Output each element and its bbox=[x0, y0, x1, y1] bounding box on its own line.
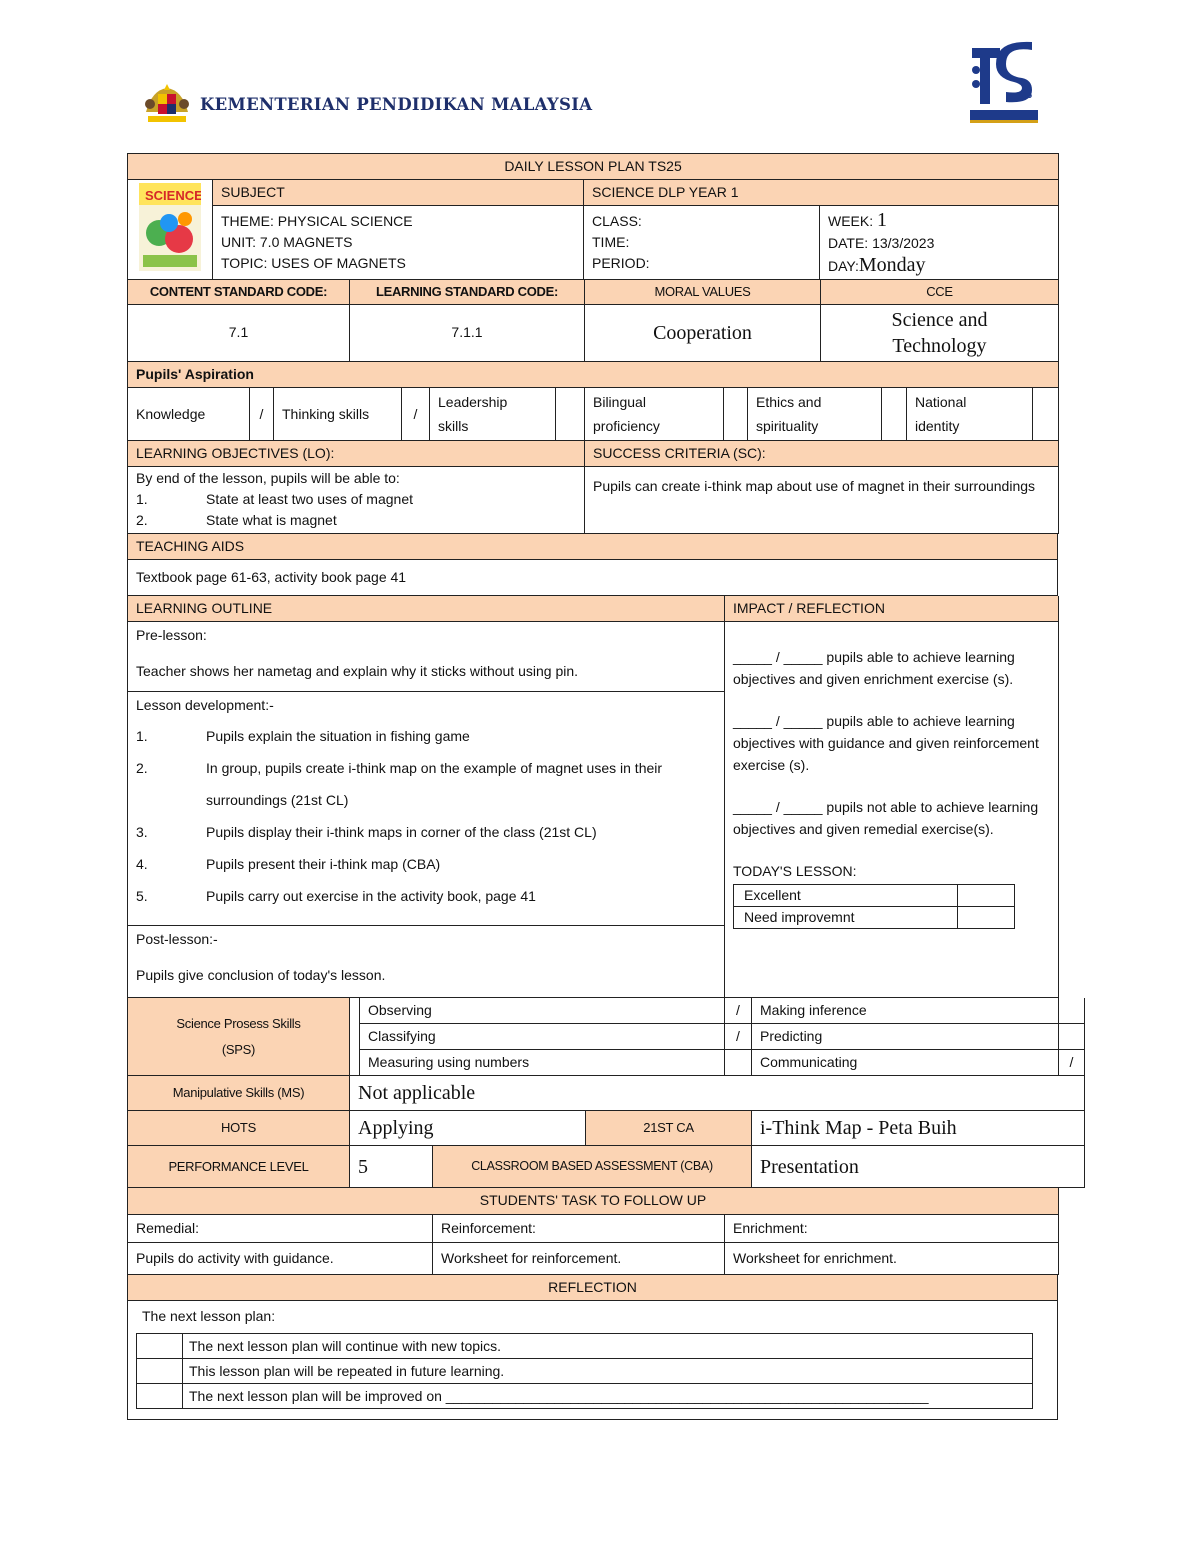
aspiration-bilingual-2: proficiency bbox=[593, 418, 660, 434]
observing-mark: / bbox=[725, 998, 752, 1024]
content-standard-label: CONTENT STANDARD CODE: bbox=[128, 280, 350, 304]
reflection-table bbox=[127, 1275, 1058, 1420]
next-lesson-options bbox=[136, 1333, 1033, 1409]
aspiration-ethics-2: spirituality bbox=[756, 418, 819, 434]
sc-label: SUCCESS CRITERIA (SC): bbox=[585, 441, 1059, 467]
unit: UNIT: 7.0 MAGNETS bbox=[221, 234, 353, 250]
cce-label: CCE bbox=[821, 280, 1059, 304]
subject-value: SCIENCE DLP YEAR 1 bbox=[584, 180, 1059, 206]
aspiration-table bbox=[127, 362, 1059, 442]
ts25-logo-icon bbox=[966, 40, 1042, 126]
communicating-mark: / bbox=[1059, 1050, 1085, 1076]
skills-table bbox=[127, 998, 1085, 1188]
svg-text:25: 25 bbox=[1022, 90, 1033, 100]
aids-table bbox=[127, 534, 1058, 596]
sps-observing: Observing bbox=[360, 998, 725, 1024]
predicting-mark bbox=[1059, 1024, 1085, 1050]
ms-label: Manipulative Skills (MS) bbox=[128, 1076, 350, 1111]
science-book-icon bbox=[139, 183, 201, 271]
remedial-text: Pupils do activity with guidance. bbox=[128, 1242, 433, 1274]
moral-value: Cooperation bbox=[585, 304, 821, 361]
period-label: PERIOD: bbox=[592, 255, 650, 271]
lo-intro: By end of the lesson, pupils will be able to: bbox=[136, 470, 400, 486]
sps-communicating: Communicating bbox=[752, 1050, 1059, 1076]
aspiration-leadership-1: Leadership bbox=[438, 394, 508, 410]
date-value: 13/3/2023 bbox=[872, 234, 935, 251]
sps-label-2: (SPS) bbox=[221, 1041, 256, 1057]
sc-text: Pupils can create i-think map about use of magnet in their surroundings bbox=[585, 467, 1059, 534]
table-row bbox=[137, 1383, 1033, 1408]
topic: TOPIC: USES OF MAGNETS bbox=[221, 255, 406, 271]
subject-label: SUBJECT bbox=[213, 180, 584, 206]
enrichment-text: Worksheet for enrichment. bbox=[725, 1242, 1059, 1274]
enrichment-label: Enrichment: bbox=[725, 1214, 1059, 1242]
cba-value: Presentation bbox=[752, 1146, 1085, 1188]
week-value: 1 bbox=[877, 208, 888, 231]
pre-lesson-text: Teacher shows her nametag and explain why it sticks without using pin. bbox=[136, 663, 579, 679]
impact-remedial: _____ / _____ pupils not able to achieve learning objectives and given remedial exercise(s). bbox=[733, 799, 1039, 837]
sps-inference: Making inference bbox=[752, 998, 1059, 1024]
cce-value-line2: Technology bbox=[892, 334, 987, 357]
knowledge-mark: / bbox=[250, 388, 274, 441]
lesson-development-label: Lesson development:- bbox=[136, 697, 274, 713]
aspiration-title: Pupils' Aspiration bbox=[128, 362, 1059, 388]
table-row bbox=[137, 1333, 1033, 1358]
content-standard-value: 7.1 bbox=[128, 304, 350, 361]
ms-value: Not applicable bbox=[350, 1076, 1085, 1111]
lo-item: 2. State what is magnet bbox=[136, 512, 337, 528]
list-item: 2. In group, pupils create i-think map on the example of magnet uses in their bbox=[136, 760, 663, 776]
cba-label: CLASSROOM BASED ASSESSMENT (CBA) bbox=[433, 1146, 752, 1188]
aspiration-knowledge: Knowledge bbox=[128, 388, 250, 441]
list-item: 5. Pupils carry out exercise in the activity book, page 41 bbox=[136, 888, 536, 904]
impact-reinforcement: _____ / _____ pupils able to achieve learning objectives with guidance and given reinforcement exercise (s). bbox=[733, 713, 1039, 773]
sps-measuring: Measuring using numbers bbox=[360, 1050, 725, 1076]
performance-level-label: PERFORMANCE LEVEL bbox=[128, 1146, 350, 1188]
aspiration-thinking: Thinking skills bbox=[274, 388, 402, 441]
option-improve: The next lesson plan will be improved on ______________________________________________________________ bbox=[183, 1383, 1033, 1408]
hots-value: Applying bbox=[350, 1111, 586, 1146]
aids-label: TEACHING AIDS bbox=[128, 534, 1058, 560]
outline-table bbox=[127, 596, 1059, 998]
lo-list bbox=[136, 489, 576, 531]
list-item: 4. Pupils present their i-think map (CBA) bbox=[136, 856, 441, 872]
ca-label: 21ST CA bbox=[586, 1111, 752, 1146]
option-repeat: This lesson plan will be repeated in future learning. bbox=[183, 1358, 1033, 1383]
leadership-mark bbox=[556, 388, 585, 441]
post-lesson-text: Pupils give conclusion of today's lesson. bbox=[136, 967, 386, 983]
rating-need-improvement: Need improvemnt bbox=[734, 907, 958, 929]
hots-label: HOTS bbox=[128, 1111, 350, 1146]
post-lesson-label: Post-lesson:- bbox=[136, 931, 218, 947]
followup-title: STUDENTS' TASK TO FOLLOW UP bbox=[128, 1188, 1059, 1214]
sps-predicting: Predicting bbox=[752, 1024, 1059, 1050]
impact-enrichment: _____ / _____ pupils able to achieve learning objectives and given enrichment exercise (s). bbox=[733, 649, 1015, 687]
performance-level-value: 5 bbox=[350, 1146, 433, 1188]
aids-text: Textbook page 61-63, activity book page 41 bbox=[128, 560, 1058, 596]
rating-excellent-box[interactable] bbox=[958, 885, 1015, 907]
pre-lesson-label: Pre-lesson: bbox=[136, 627, 207, 643]
aspiration-bilingual-1: Bilingual bbox=[593, 394, 646, 410]
theme: THEME: PHYSICAL SCIENCE bbox=[221, 213, 413, 229]
subject-table bbox=[127, 153, 1059, 280]
reinforcement-text: Worksheet for reinforcement. bbox=[433, 1242, 725, 1274]
national-mark bbox=[1033, 388, 1059, 441]
standards-table bbox=[127, 280, 1059, 362]
class-label: CLASS: bbox=[592, 213, 642, 229]
lesson-plan bbox=[127, 153, 1074, 1420]
ethics-mark bbox=[882, 388, 907, 441]
aspiration-leadership-2: skills bbox=[438, 418, 469, 434]
cce-value-line1: Science and bbox=[891, 308, 988, 331]
book-title: SCIENCE bbox=[145, 187, 201, 203]
measuring-mark bbox=[725, 1050, 752, 1076]
learning-standard-label: LEARNING STANDARD CODE: bbox=[350, 280, 585, 304]
reflection-title: REFLECTION bbox=[128, 1275, 1058, 1301]
inference-mark bbox=[1059, 998, 1085, 1024]
sps-spacer bbox=[350, 998, 360, 1076]
aspiration-national-2: identity bbox=[915, 418, 960, 434]
outline-label: LEARNING OUTLINE bbox=[128, 596, 725, 622]
todays-lesson-label: TODAY'S LESSON: bbox=[733, 863, 857, 879]
bilingual-mark bbox=[724, 388, 748, 441]
reinforcement-label: Reinforcement: bbox=[433, 1214, 725, 1242]
classifying-mark: / bbox=[725, 1024, 752, 1050]
sps-label-1: Science Prosess Skills bbox=[176, 1015, 301, 1031]
day-value: Monday bbox=[858, 253, 926, 276]
week-label: WEEK: bbox=[828, 212, 874, 229]
option-checkbox[interactable] bbox=[137, 1383, 183, 1408]
table-row bbox=[137, 1358, 1033, 1383]
reflection-intro: The next lesson plan: bbox=[142, 1307, 276, 1324]
moral-values-label: MORAL VALUES bbox=[585, 280, 821, 304]
impact-label: IMPACT / REFLECTION bbox=[725, 596, 1059, 622]
day-label: DAY: bbox=[828, 257, 859, 274]
aspiration-ethics-1: Ethics and bbox=[756, 394, 822, 410]
todays-lesson-rating bbox=[733, 884, 1015, 929]
option-checkbox[interactable] bbox=[137, 1333, 183, 1358]
rating-excellent: Excellent bbox=[734, 885, 958, 907]
followup-table bbox=[127, 1188, 1059, 1275]
crest-icon bbox=[142, 82, 192, 126]
option-continue: The next lesson plan will continue with new topics. bbox=[183, 1333, 1033, 1358]
time-label: TIME: bbox=[592, 234, 630, 250]
list-item: surroundings (21st CL) bbox=[206, 792, 349, 808]
ministry-header bbox=[142, 82, 592, 126]
lesson-development-list bbox=[136, 720, 716, 912]
plan-title: DAILY LESSON PLAN TS25 bbox=[128, 154, 1059, 180]
sps-classifying: Classifying bbox=[360, 1024, 725, 1050]
option-checkbox[interactable] bbox=[137, 1358, 183, 1383]
ministry-name: KEMENTERIAN PENDIDIKAN MALAYSIA bbox=[200, 94, 593, 114]
rating-need-improvement-box[interactable] bbox=[958, 907, 1015, 929]
ca-value: i-Think Map - Peta Buih bbox=[752, 1111, 1085, 1146]
list-item: 1. Pupils explain the situation in fishing game bbox=[136, 728, 470, 744]
learning-standard-value: 7.1.1 bbox=[350, 304, 585, 361]
aspiration-national-1: National bbox=[915, 394, 967, 410]
objectives-table bbox=[127, 441, 1059, 534]
thinking-mark: / bbox=[402, 388, 430, 441]
textbook-cover bbox=[128, 180, 213, 280]
remedial-label: Remedial: bbox=[128, 1214, 433, 1242]
list-item: 3. Pupils display their i-think maps in corner of the class (21st CL) bbox=[136, 824, 597, 840]
date-label: DATE: bbox=[828, 234, 869, 251]
lo-label: LEARNING OBJECTIVES (LO): bbox=[128, 441, 585, 467]
lo-item: 1. State at least two uses of magnet bbox=[136, 491, 414, 507]
